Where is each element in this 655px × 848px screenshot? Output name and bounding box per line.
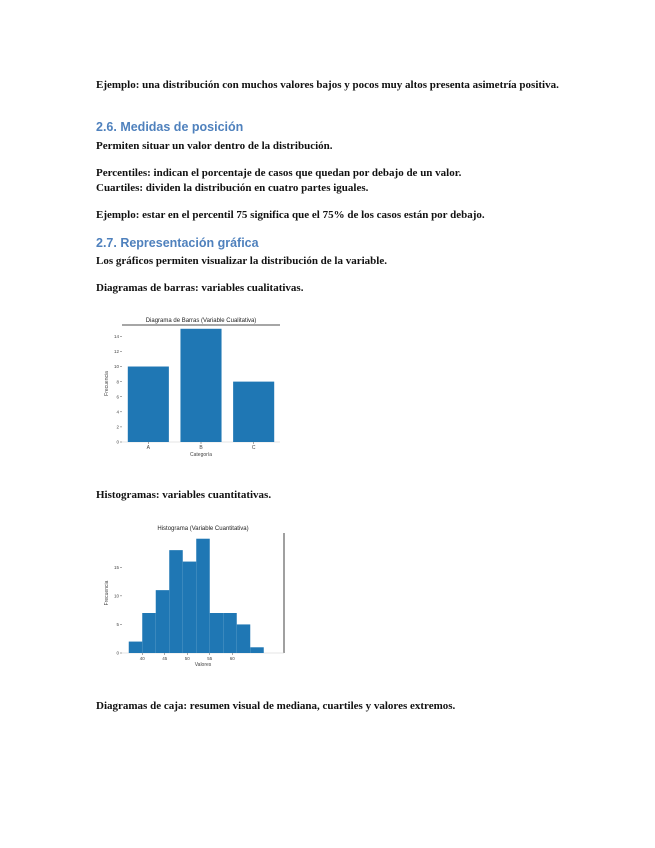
histogram-figure xyxy=(100,520,290,670)
heading-representacion-grafica: 2.7. Representación gráfica xyxy=(96,236,259,250)
x-tick-label: 60 xyxy=(229,656,235,661)
x-tick-label: 50 xyxy=(184,656,190,661)
y-tick-label: 8 xyxy=(116,379,119,385)
chart-title: Histograma (Variable Cuantitativa) xyxy=(157,526,249,532)
histogram-bar xyxy=(223,613,237,653)
y-tick-label: 5 xyxy=(116,622,119,628)
histogram-bar xyxy=(129,642,143,653)
paragraph-histogramas: Histogramas: variables cuantitativas. xyxy=(96,489,272,501)
x-tick-label: 40 xyxy=(139,656,145,661)
histogram-bar xyxy=(169,550,183,653)
bar-A xyxy=(128,367,169,442)
heading-medidas-posicion: 2.6. Medidas de posición xyxy=(96,120,244,134)
histogram-bar xyxy=(196,539,210,653)
y-tick-label: 4 xyxy=(116,409,119,415)
histogram-bar xyxy=(250,647,264,653)
histogram-bar xyxy=(156,590,170,653)
histogram-bar xyxy=(210,613,224,653)
y-tick-label: 10 xyxy=(113,364,119,370)
x-axis-label: Valores xyxy=(194,662,212,668)
bar-chart xyxy=(100,312,290,462)
paragraph-grafica-intro: Los gráficos permiten visualizar la distribución de la variable. xyxy=(96,255,387,267)
histogram-bar xyxy=(237,624,251,653)
y-tick-label: 6 xyxy=(116,394,119,400)
y-tick-label: 14 xyxy=(113,334,119,340)
x-tick-label: B xyxy=(199,445,203,451)
y-tick-label: 10 xyxy=(113,593,119,599)
x-tick-label: A xyxy=(146,445,151,451)
paragraph-posicion-intro: Permiten situar un valor dentro de la distribución. xyxy=(96,140,333,152)
x-axis-label: Categoría xyxy=(190,452,212,458)
y-tick-label: 12 xyxy=(113,349,119,355)
y-tick-label: 2 xyxy=(116,424,119,430)
bar-C xyxy=(233,382,274,442)
x-tick-label: C xyxy=(251,445,256,451)
y-tick-label: 15 xyxy=(113,564,119,570)
paragraph-percentiles: Percentiles: indican el porcentaje de casos que quedan por debajo de un valor. xyxy=(96,167,462,179)
histogram-bar xyxy=(142,613,156,653)
paragraph-cuartiles: Cuartiles: dividen la distribución en cuatro partes iguales. xyxy=(96,182,369,194)
paragraph-caja: Diagramas de caja: resumen visual de mediana, cuartiles y valores extremos. xyxy=(96,700,456,712)
x-tick-label: 55 xyxy=(207,656,213,661)
y-tick-label: 0 xyxy=(116,650,119,656)
y-axis-label: Frecuencia xyxy=(104,371,110,396)
paragraph-barras: Diagramas de barras: variables cualitativas. xyxy=(96,282,304,294)
paragraph-ejemplo-percentil: Ejemplo: estar en el percentil 75 significa que el 75% de los casos están por debajo. xyxy=(96,209,485,221)
y-axis-label: Frecuencia xyxy=(104,580,110,606)
x-tick-label: 45 xyxy=(162,656,168,661)
bar-chart-figure xyxy=(100,312,290,462)
histogram-chart xyxy=(100,520,290,670)
histogram-bar xyxy=(183,562,197,653)
y-tick-label: 0 xyxy=(116,439,119,445)
chart-title: Diagrama de Barras (Variable Cualitativa) xyxy=(145,318,257,324)
bar-B xyxy=(180,329,221,442)
paragraph-ejemplo-asimetria: Ejemplo: una distribución con muchos valores bajos y pocos muy altos presenta asimetría positiva. xyxy=(96,79,559,91)
